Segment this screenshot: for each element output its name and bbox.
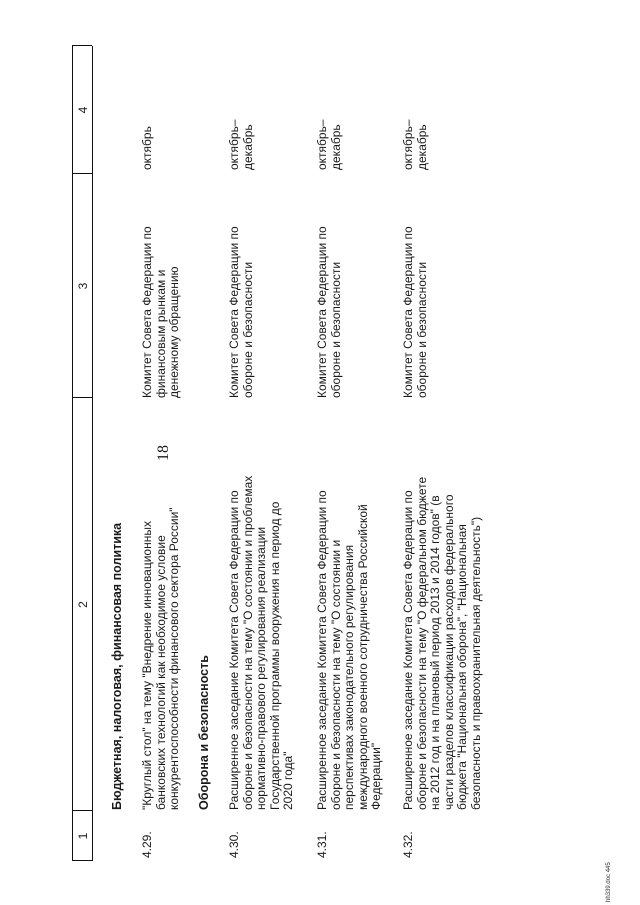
column-header-4: 4 <box>76 106 90 114</box>
row-4-32-event: Расширенное заседание Комитета Совета Федерации по обороне и безопасности на тему "О федеральном бюджете на 2012 год и на плановый период 2013 и 2014 годов" (в части разделов классификации расходов федерального бюджета "Национальная оборона", "Национальная безопасность и правоохранительная деятельность") <box>401 476 483 810</box>
row-4-30-number: 4.30. <box>227 831 241 858</box>
row-4-30-responsible: Комитет Совета Федерации по обороне и безопасности <box>227 226 255 398</box>
row-4-30-event: Расширенное заседание Комитета Совета Федерации по обороне и безопасности на тему "О состоянии и проблемах нормативно-правового регулирования реализации Государственной программы вооружения на период до 2020 года" <box>227 475 295 810</box>
row-4-29-number: 4.29. <box>140 831 154 858</box>
row-4-31-event: Расширенное заседание Комитета Совета Федерации по обороне и безопасности на тему "О состоянии и перспективах законодательного регулирования международного военного сотрудничества Российской Федерации" <box>315 490 383 810</box>
row-4-30-period: октябрь– декабрь <box>227 119 255 170</box>
table-top-border <box>72 46 73 861</box>
column-header-2: 2 <box>76 601 90 608</box>
row-4-31-responsible: Комитет Совета Федерации по обороне и безопасности <box>315 226 343 398</box>
row-4-29-responsible: Комитет Совета Федерации по финансовым рынкам и денежному обращению <box>140 226 181 398</box>
row-4-31-number: 4.31. <box>315 831 329 858</box>
column-header-3: 3 <box>76 282 90 290</box>
table-header-bottom-border <box>92 46 93 861</box>
page-number: 18 <box>155 445 172 461</box>
row-4-32-number: 4.32. <box>401 831 415 858</box>
row-4-29-period: октябрь <box>140 126 154 170</box>
document-code: hh339.doc 445 <box>606 862 612 902</box>
row-4-31-period: октябрь– декабрь <box>315 119 343 170</box>
section-title-budget: Бюджетная, налоговая, финансовая политика <box>110 522 124 810</box>
row-4-32-responsible: Комитет Совета Федерации по обороне и безопасности <box>401 226 429 398</box>
row-4-29-event: "Круглый стол" на тему "Внедрение инновационных банковских технологий как необходимое условие конкурентоспособности финансового сектора России" <box>140 507 181 810</box>
column-header-1: 1 <box>76 832 90 840</box>
row-4-32-period: октябрь– декабрь <box>401 119 429 170</box>
section-title-defence: Оборона и безопасность <box>197 655 211 810</box>
